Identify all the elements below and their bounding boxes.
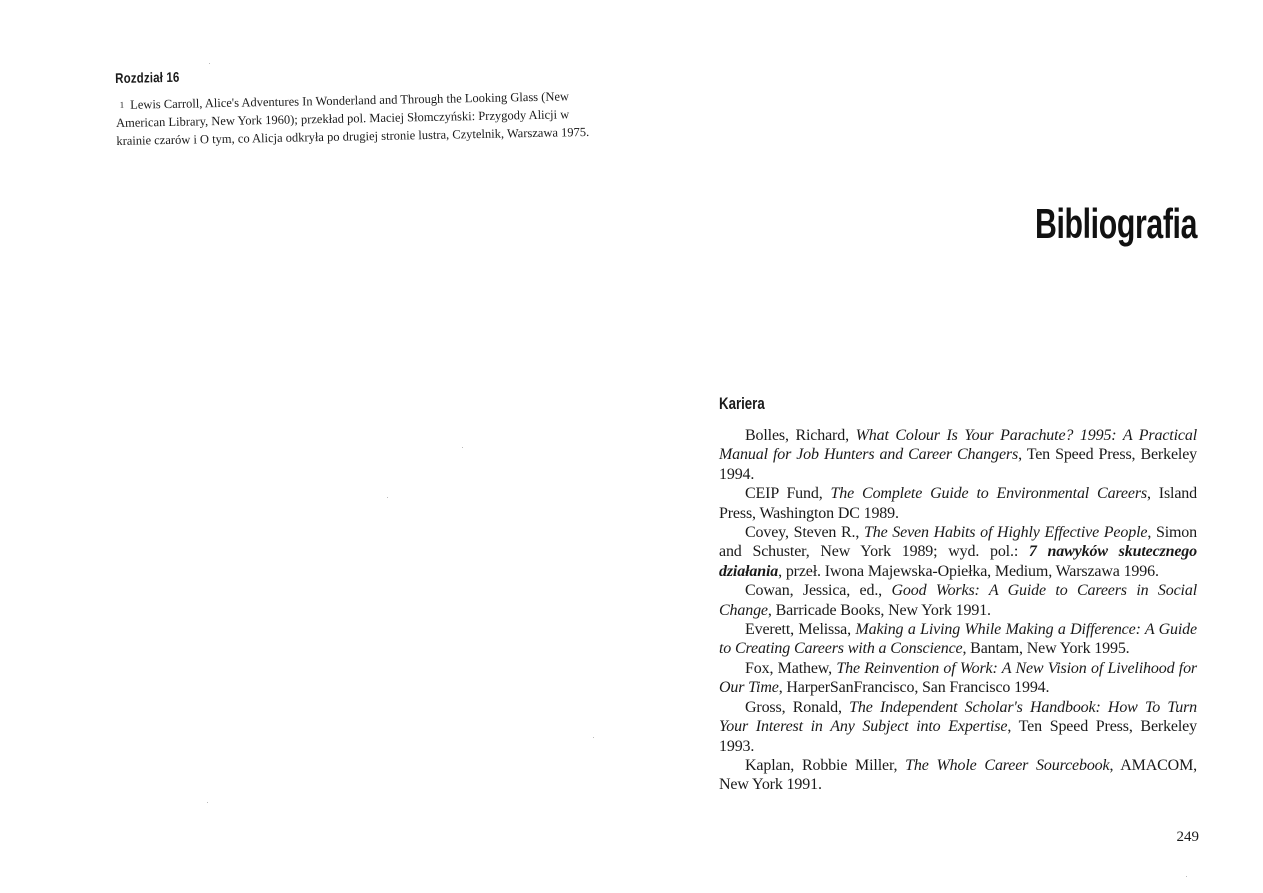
bibliography-entry: [719, 581, 1197, 620]
left-page: [115, 61, 596, 150]
entry-title: The Whole Career Sourcebook: [905, 756, 1110, 774]
entry-author: CEIP Fund,: [745, 485, 831, 503]
bibliography-entry: [719, 620, 1197, 659]
entry-author: Fox, Mathew,: [745, 659, 837, 677]
entry-publication: , Ten Speed Press, Berkeley 1993.: [719, 718, 1197, 755]
entry-author: Gross, Ronald,: [745, 698, 850, 716]
footnote-text: Lewis Carroll, Alice's Adventures In Wonderland and Through the Looking Glass (New American Library, New York 1960); przekład pol. Maciej Słomczyński: Przygody Alicji w krainie czarów i O tym, co Alicja odkryła po drugiej stronie lustra, Czytelnik, Warszawa 1975.: [115, 89, 590, 148]
page-title: Bibliografia: [1034, 200, 1197, 247]
entry-publication: , Simon and Schuster, New York 1989; wyd. pol.:: [719, 524, 1197, 561]
entry-author: Kaplan, Robbie Miller,: [745, 756, 906, 774]
entry-title: Good Works: A Guide to Careers in Social Change: [719, 582, 1197, 619]
entry-title: Making a Living While Making a Difference: A Guide to Creating Careers with a Conscience: [719, 621, 1197, 658]
entry-publication: , HarperSanFrancisco, San Francisco 1994.: [778, 679, 1050, 697]
bibliography-entry: [719, 426, 1197, 484]
entry-publication: , Island Press, Washington DC 1989.: [719, 485, 1197, 522]
entry-translation-info: , przeł. Iwona Majewska-Opiełka, Medium, Warszawa 1996.: [778, 562, 1159, 580]
entry-translated-title: 7 nawyków skutecznego działania: [719, 543, 1197, 580]
entry-publication: , Ten Speed Press, Berkeley 1994.: [719, 446, 1197, 483]
entry-publication: , AMACOM, New York 1991.: [719, 756, 1198, 794]
scan-speck: [387, 497, 388, 498]
scan-speck: [1186, 876, 1187, 877]
bibliography-entry: [719, 698, 1197, 756]
entry-title: The Complete Guide to Environmental Careers: [830, 485, 1147, 503]
bibliography-entry: [719, 484, 1197, 523]
entry-title: The Independent Scholar's Handbook: How To Turn Your Interest in Any Subject into Expertise: [719, 698, 1197, 736]
entry-author: Cowan, Jessica, ed.,: [745, 582, 892, 600]
bibliography-entry: [719, 659, 1197, 698]
scan-speck: [462, 447, 463, 448]
bibliography-entry: [719, 523, 1197, 581]
entry-title: The Reinvention of Work: A New Vision of Livelihood for Our Time: [719, 659, 1198, 697]
right-page: [719, 0, 1199, 893]
bibliography-list: [719, 426, 1197, 795]
footnote: [115, 87, 596, 150]
page-number: 249: [1176, 829, 1199, 845]
entry-publication: , Barricade Books, New York 1991.: [767, 601, 991, 619]
bibliography-entry: [719, 756, 1197, 795]
entry-author: Covey, Steven R.,: [745, 524, 864, 542]
entry-title: What Colour Is Your Parachute? 1995: A Practical Manual for Job Hunters and Career Changers: [719, 427, 1197, 464]
section-title: Kariera: [719, 394, 765, 413]
scan-speck: [207, 802, 208, 803]
entry-title: The Seven Habits of Highly Effective People: [863, 524, 1148, 542]
entry-author: Bolles, Richard,: [745, 427, 856, 444]
entry-author: Everett, Melissa,: [745, 621, 856, 639]
scan-speck: [209, 63, 210, 64]
footnote-marker: 1: [119, 99, 125, 110]
chapter-header: Rozdział 16: [115, 68, 180, 86]
scan-speck: [593, 737, 594, 738]
entry-publication: , Bantam, New York 1995.: [962, 640, 1130, 658]
